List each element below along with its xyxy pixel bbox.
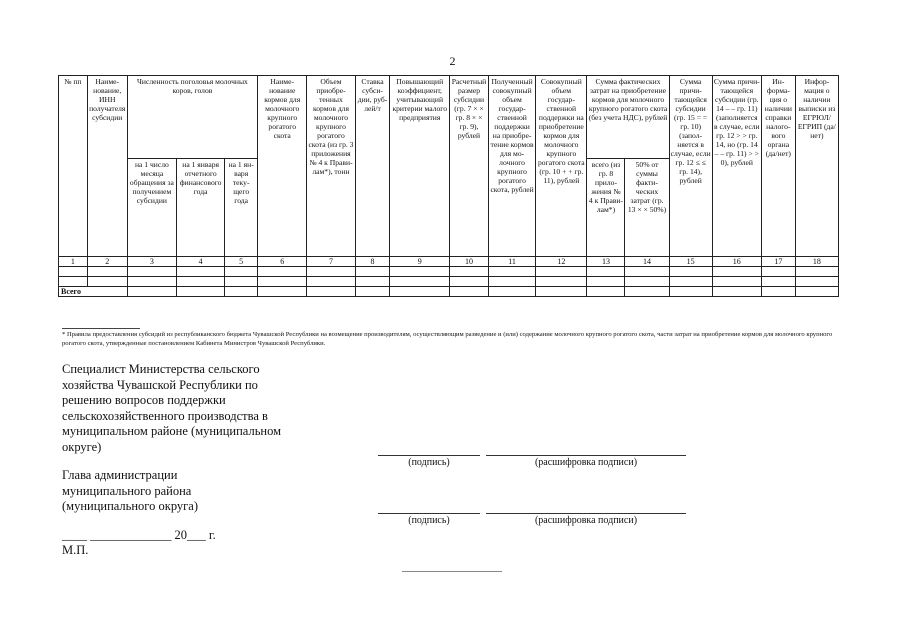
header-group-costs: Сумма фактических затрат на приобретение кормов для молочного крупного рогатого скота (без учета НДС), рублей xyxy=(587,76,669,159)
header-col-2: Наименование, ИНН получателя субсидии xyxy=(87,76,127,257)
header-col-1: № пп xyxy=(59,76,88,257)
footnote-divider xyxy=(62,328,140,329)
header-col-17: Информация о наличии справки налогового органа (да/нет) xyxy=(761,76,795,257)
col-number: 13 xyxy=(587,257,625,267)
header-col-10: Расчетный размер субсидии (гр. 7 × × гр. 8 × × гр. 9), рублей xyxy=(449,76,488,257)
col-number: 16 xyxy=(712,257,761,267)
header-sub-14: 50% от суммы фактических затрат (гр. 13 × × 50%) xyxy=(625,159,669,257)
head-title: Глава администрации муниципального района (муниципального округа) xyxy=(62,468,198,513)
col-number: 18 xyxy=(795,257,838,267)
header-sub-4: на 1 января отчетного финансового года xyxy=(177,159,225,257)
specialist-decoding-line xyxy=(486,455,686,456)
date-line: ____ _____________ 20___ г. xyxy=(62,528,216,542)
page-number: 2 xyxy=(449,54,456,68)
head-decoding-caption: (расшифровка подписи) xyxy=(534,515,638,526)
header-col-6: Наименование кормов для молочного крупного рогатого скота xyxy=(258,76,307,257)
col-number: 9 xyxy=(390,257,450,267)
col-number: 7 xyxy=(307,257,355,267)
total-label: Всего xyxy=(59,287,128,297)
specialist-title: Специалист Министерства сельского хозяйства Чувашской Республики по решению вопросов поддержки сельскохозяйственного производства в муниципальном районе (муниципальном округе) xyxy=(62,362,282,454)
col-number: 4 xyxy=(177,257,225,267)
header-sub-13: всего (из гр. 8 приложения № 4 к Правилам*) xyxy=(587,159,625,257)
header-col-9: Повышающий коэффициент, учитывающий критерии малого предприятия xyxy=(390,76,450,257)
col-number: 15 xyxy=(669,257,712,267)
header-sub-5: на 1 января текущего года xyxy=(225,159,258,257)
footnote: * Правила предоставления субсидий из республиканского бюджета Чувашской Республики на возмещение производителям, осуществляющим разведение и (или) содержание молочного крупного рогатого скота, части затрат на приобретение кормов для молочного крупного рогатого скота, утвержденные постановлением Кабинета Министров Чувашской Республики. xyxy=(62,331,833,347)
col-number: 2 xyxy=(87,257,127,267)
header-col-15: Сумма причитающейся субсидии (гр. 15 = = гр. 10) (заполняется в случае, если гр. 12 ≤ ≤ гр. 14), рублей xyxy=(669,76,712,257)
head-signature-caption: (подпись) xyxy=(408,515,450,526)
col-number: 8 xyxy=(355,257,390,267)
header-col-16: Сумма причитающейся субсидии (гр. 14 – – гр. 11) (заполняется в случае, если гр. 12 > > гр. 14, но (гр. 14 – – гр. 11) > > 0), рублей xyxy=(712,76,761,257)
header-col-18: Информация о наличии выписки из ЕГРЮЛ/ ЕГРИП (да/нет) xyxy=(795,76,838,257)
head-decoding-line xyxy=(486,513,686,514)
header-sub-3: на 1 число месяца обращения за получением субсидии xyxy=(127,159,176,257)
stamp-place: М.П. xyxy=(62,543,89,557)
table-row xyxy=(59,277,839,287)
subsidy-table xyxy=(58,75,839,297)
col-number: 10 xyxy=(449,257,488,267)
col-number: 17 xyxy=(761,257,795,267)
header-col-7: Объем приобретенных кормов для молочного крупного рогатого скота (из гр. 3 приложения № 4 к Правилам*), тонн xyxy=(307,76,355,257)
header-group-livestock: Численность поголовья молочных коров, голов xyxy=(127,76,257,159)
specialist-signature-line xyxy=(378,455,480,456)
col-number: 1 xyxy=(59,257,88,267)
header-col-11: Полученный совокупный объем государственной поддержки на приобретение кормов для молочного крупного рогатого скота, рублей xyxy=(488,76,535,257)
header-col-12: Совокупный объем государственной поддержки на приобретение кормов для молочного крупного рогатого скота (гр. 10 + + гр. 11), рублей xyxy=(536,76,587,257)
table-row xyxy=(59,267,839,277)
specialist-decoding-caption: (расшифровка подписи) xyxy=(534,457,638,468)
col-number: 12 xyxy=(536,257,587,267)
col-number: 11 xyxy=(488,257,535,267)
specialist-signature-caption: (подпись) xyxy=(408,457,450,468)
total-row xyxy=(59,287,839,297)
header-col-8: Ставка субсидии, рублей/т xyxy=(355,76,390,257)
end-divider xyxy=(402,571,502,572)
col-number: 6 xyxy=(258,257,307,267)
col-number: 14 xyxy=(625,257,669,267)
col-number: 5 xyxy=(225,257,258,267)
col-number: 3 xyxy=(127,257,176,267)
head-signature-line xyxy=(378,513,480,514)
